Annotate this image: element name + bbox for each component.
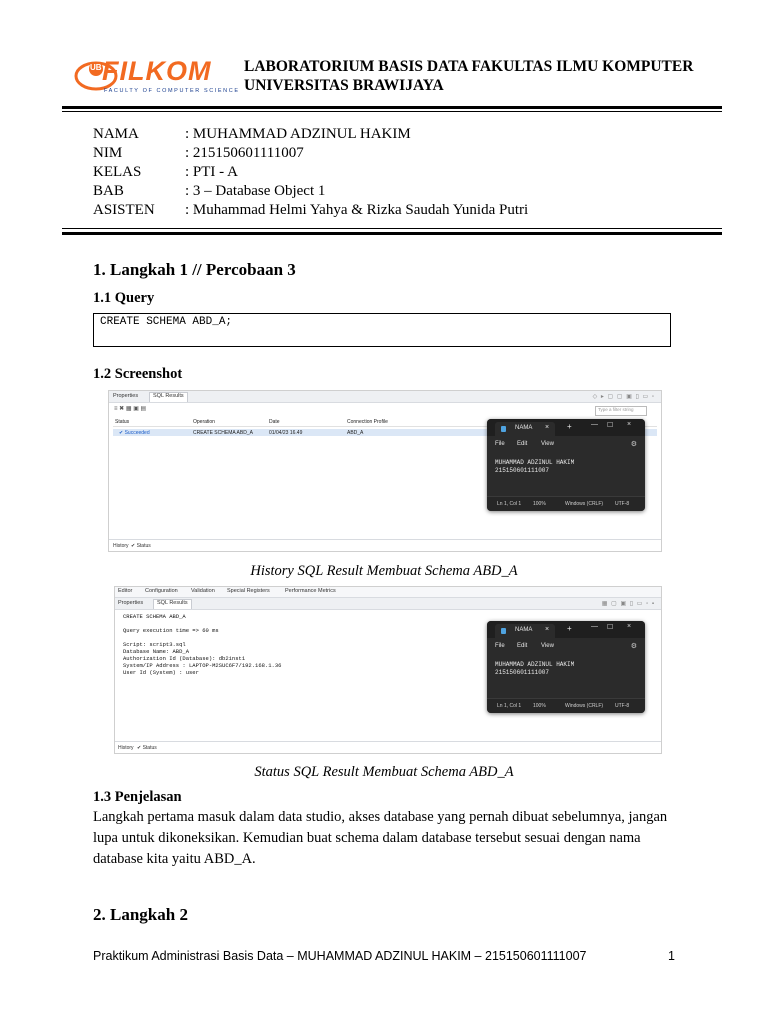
notepad-titlebar <box>487 621 645 638</box>
tab-properties[interactable]: Properties <box>113 393 139 399</box>
status-line-ending: Windows (CRLF) <box>565 501 604 507</box>
screenshot-heading: 1.2 Screenshot <box>93 366 183 382</box>
bottom-tabs-divider <box>109 539 661 540</box>
gear-icon[interactable]: ⚙ <box>630 643 637 650</box>
status-line-ending: Windows (CRLF) <box>565 703 604 709</box>
menu-view[interactable]: View <box>541 441 554 447</box>
identity-value: : 215150601111007 <box>185 145 304 161</box>
section1-title: 1. Langkah 1 // Percobaan 3 <box>93 260 296 279</box>
row-operation: CREATE SCHEMA ABD_A <box>193 430 253 436</box>
lab-title <box>244 57 714 95</box>
maximize-icon[interactable]: ☐ <box>607 422 614 429</box>
logo-wordmark: FILKOM <box>102 56 212 86</box>
notepad-tab-label: NAMA <box>515 627 533 633</box>
filter-input[interactable]: Type a filter string <box>595 406 647 416</box>
results-tabbar <box>109 391 661 403</box>
screenshot-status <box>114 586 662 754</box>
status-encoding: UTF-8 <box>615 501 630 507</box>
page-number: 1 <box>668 949 675 963</box>
logo-subtitle: FACULTY OF COMPUTER SCIENCE <box>104 88 240 94</box>
identity-value: : PTI - A <box>185 164 238 180</box>
row-date: 01/04/23 16.49 <box>269 430 303 436</box>
notepad-line-nim: 215150601111007 <box>495 467 550 474</box>
close-icon[interactable]: × <box>545 626 550 633</box>
header-rule-thick <box>62 106 722 109</box>
notepad-line-nim: 215150601111007 <box>495 669 550 676</box>
identity-key: BAB <box>93 183 124 199</box>
notepad-text-area[interactable] <box>495 661 574 677</box>
tab-configuration[interactable]: Configuration <box>145 588 178 594</box>
menu-edit[interactable]: Edit <box>517 643 528 649</box>
status-encoding: UTF-8 <box>615 703 630 709</box>
menu-file[interactable]: File <box>495 441 505 447</box>
lab-title-line2: UNIVERSITAS BRAWIJAYA <box>244 77 444 94</box>
identity-value: : 3 – Database Object 1 <box>185 183 326 199</box>
status-line: Query execution time => 60 ms <box>123 627 219 634</box>
identity-key: NAMA <box>93 126 139 142</box>
explain-paragraph: Langkah pertama masuk dalam data studio, akses database yang pernah dibuat sebelumnya, jangan lupa untuk dikoneksikan. Kemudian buat schema dalam database tersebut sesuai dengan nama database kita yaitu ABD_A. <box>93 809 668 867</box>
new-tab-plus-icon[interactable]: + <box>567 624 572 633</box>
notepad-line-name: MUHAMMAD ADZINUL HAKIM <box>495 459 575 466</box>
new-tab-plus-icon[interactable]: + <box>567 422 572 431</box>
status-zoom: 100% <box>533 501 546 507</box>
editor-tabbar <box>115 587 661 598</box>
col-connection-profile: Connection Profile <box>347 419 388 425</box>
window-close-icon[interactable]: × <box>627 623 632 630</box>
tab-validation[interactable]: Validation <box>191 588 215 594</box>
screenshot-history <box>108 390 662 552</box>
status-position: Ln 1, Col 1 <box>497 501 522 507</box>
status-line: User Id (System) : user <box>123 669 199 676</box>
page-footer: Praktikum Administrasi Basis Data – MUHAMMAD ADZINUL HAKIM – 215150601111007 <box>93 949 587 963</box>
identity-key: ASISTEN <box>93 202 155 218</box>
identity-rule-thick <box>62 232 722 235</box>
menu-edit[interactable]: Edit <box>517 441 528 447</box>
notepad-tab[interactable] <box>495 422 555 436</box>
filkom-logo <box>74 58 240 100</box>
identity-value: : MUHAMMAD ADZINUL HAKIM <box>185 126 411 142</box>
window-close-icon[interactable]: × <box>627 421 632 428</box>
notepad-titlebar <box>487 419 645 436</box>
col-date: Date <box>269 419 280 425</box>
tab-history[interactable]: History <box>118 745 134 751</box>
col-status: Status <box>115 419 130 425</box>
col-operation: Operation <box>193 419 215 425</box>
status-line: Authorization Id (Database): db2inst1 <box>123 655 246 662</box>
close-icon[interactable]: × <box>545 424 550 431</box>
tab-sql-results[interactable]: SQL Results <box>153 599 192 609</box>
notepad-tab-label: NAMA <box>515 425 533 431</box>
results-tabbar <box>115 598 661 610</box>
query-heading: 1.1 Query <box>93 290 155 306</box>
notepad-tab[interactable] <box>495 624 555 638</box>
tab-history[interactable]: History <box>113 543 129 549</box>
bottom-tabs-divider <box>115 741 661 742</box>
identity-key: KELAS <box>93 164 142 180</box>
view-toolbar-icons[interactable]: ▦ ▢ ▣ ▯ ▭ ▫ ▪ <box>601 601 655 607</box>
status-position: Ln 1, Col 1 <box>497 703 522 709</box>
header-rule-thin <box>62 111 722 112</box>
tab-editor[interactable]: Editor <box>118 588 133 594</box>
notepad-statusbar <box>487 698 645 713</box>
notepad-text-area[interactable] <box>495 459 574 475</box>
notepad-icon <box>501 628 506 634</box>
minimize-icon[interactable]: — <box>591 421 598 428</box>
minimize-icon[interactable]: — <box>591 623 598 630</box>
explain-heading: 1.3 Penjelasan <box>93 789 182 805</box>
notepad-statusbar <box>487 496 645 511</box>
tab-sql-results[interactable]: SQL Results <box>149 392 188 402</box>
view-toolbar-icons[interactable]: ◇ ▸ ▢ ▢ ▣ ▯ ▭ ▫ <box>592 394 655 400</box>
menu-view[interactable]: View <box>541 643 554 649</box>
caption-status: Status SQL Result Membuat Schema ABD_A <box>254 764 514 780</box>
status-line: Script: script3.sql <box>123 641 186 648</box>
tab-status[interactable]: ✔ Status <box>137 745 157 751</box>
status-line: System/IP Address : LAPTOP-M2SUC6F7/192.168.1.36 <box>123 662 282 669</box>
results-toolbar-icons[interactable]: ≡ ✖ ▦ ▣ ▤ <box>114 406 147 412</box>
maximize-icon[interactable]: ☐ <box>607 624 614 631</box>
notepad-line-name: MUHAMMAD ADZINUL HAKIM <box>495 661 575 668</box>
identity-value: : Muhammad Helmi Yahya & Rizka Saudah Yunida Putri <box>185 202 529 218</box>
row-profile: ABD_A <box>347 430 364 436</box>
status-line: Database Name: ABD_A <box>123 648 190 655</box>
tab-status[interactable]: ✔ Status <box>131 543 151 549</box>
status-zoom: 100% <box>533 703 546 709</box>
section2-title: 2. Langkah 2 <box>93 905 188 924</box>
lab-title-line1: LABORATORIUM BASIS DATA FAKULTAS ILMU KOMPUTER <box>244 58 694 75</box>
row-status: ✔ Succeeded <box>119 430 150 436</box>
notepad-icon <box>501 426 506 432</box>
tab-performance-metrics[interactable]: Performance Metrics <box>285 588 336 594</box>
status-line: CREATE SCHEMA ABD_A <box>123 613 186 620</box>
logo-badge: UB <box>90 63 102 72</box>
gear-icon[interactable]: ⚙ <box>630 441 637 448</box>
query-code-box <box>93 313 671 347</box>
tab-properties[interactable]: Properties <box>118 600 144 606</box>
identity-rule-thin <box>62 228 722 229</box>
query-code: CREATE SCHEMA ABD_A; <box>100 316 233 328</box>
menu-file[interactable]: File <box>495 643 505 649</box>
tab-special-registers[interactable]: Special Registers <box>227 588 270 594</box>
identity-key: NIM <box>93 145 123 161</box>
notepad-window <box>487 419 645 511</box>
notepad-window <box>487 621 645 713</box>
caption-history: History SQL Result Membuat Schema ABD_A <box>250 563 518 579</box>
